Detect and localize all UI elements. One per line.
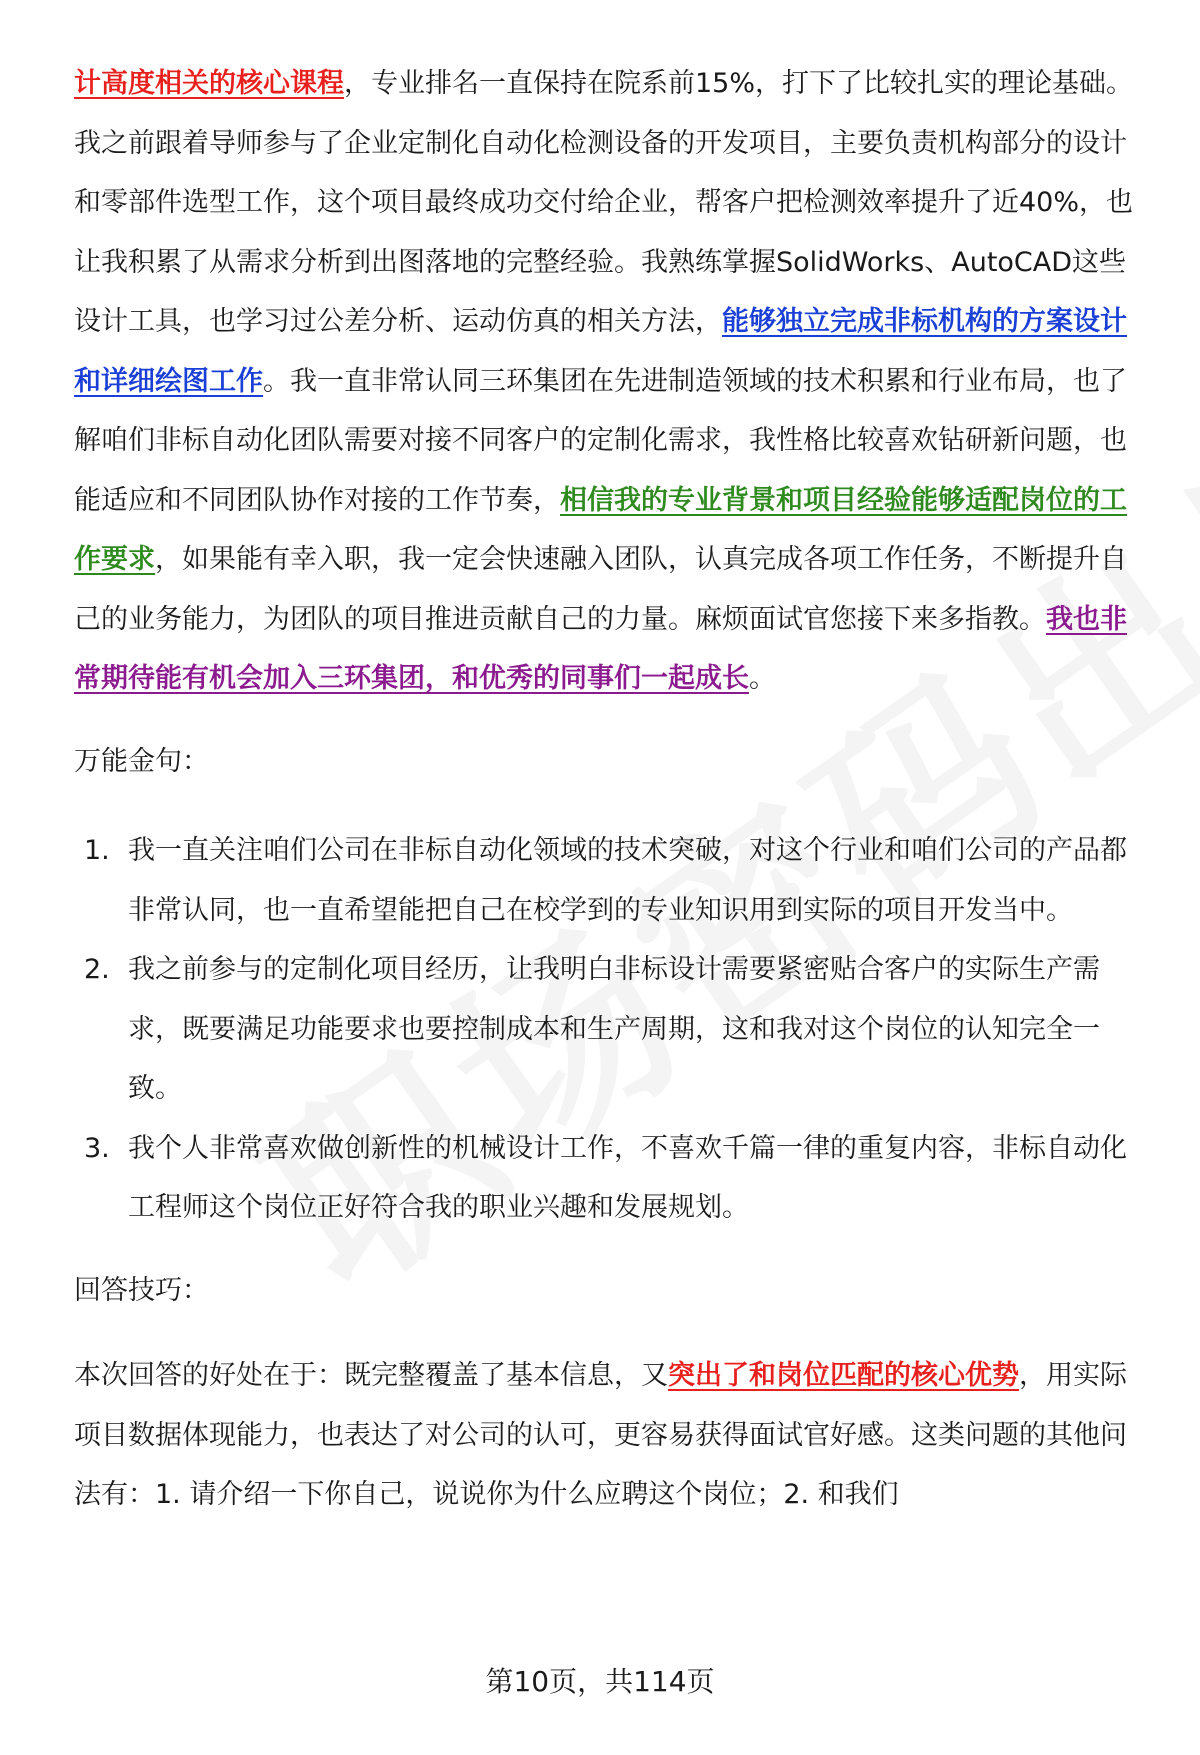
list-item-text: 我一直关注咱们公司在非标自动化领域的技术突破，对这个行业和咱们公司的产品都非常认同，也一直希望能把自己在校学到的专业知识用到实际的项目开发当中。 [128, 835, 1127, 926]
paragraph-text: 本次回答的好处在于：既完整覆盖了基本信息，又 [74, 1360, 668, 1391]
paragraph-text: ，专业排名一直保持在院系前15%，打下了比较扎实的理论基础。我之前跟着导师参与了企业定制化自动化检测设备的开发项目，主要负责机构部分的设计和零部件选型工作，这个项目最终成功交付给企业，帮客户把检测效率提升了近40%，也让我积累了从需求分析到出图落地的完整经验。我熟练掌握SolidWorks、AutoCAD这些设计工具，也学习过公差分析、运动仿真的相关方法， [74, 68, 1134, 337]
section-heading-golden-phrases: 万能金句： [74, 745, 209, 777]
paragraph-text: ，用实际项目数据体现能力，也表达了对公司的认可，更容易获得面试官好感。这类问题的其他问法有：1. 请介绍一下你自己，说说你为什么应聘这个岗位；2. 和我们 [74, 1360, 1127, 1510]
list-item [74, 1119, 1152, 1238]
paragraph-text: ，如果能有幸入职，我一定会快速融入团队，认真完成各项工作任务，不断提升自己的业务能力，为团队的项目推进贡献自己的力量。麻烦面试官您接下来多指教。 [74, 544, 1127, 635]
list-item [74, 940, 1152, 1119]
highlight-design-ability: 能够独立完成非标机构的方案设计和详细绘图工作 [74, 306, 1127, 397]
list-number: 3. [84, 1132, 110, 1164]
golden-phrases-list [74, 821, 1152, 1238]
section-heading-answer-tips: 回答技巧： [74, 1274, 209, 1306]
list-number: 2. [84, 954, 110, 985]
list-number: 1. [84, 835, 110, 866]
list-item-text: 我之前参与的定制化项目经历，让我明白非标设计需要紧密贴合客户的实际生产需求，既要满足功能要求也要控制成本和生产周期，这和我对这个岗位的认知完全一致。 [128, 954, 1100, 1104]
tips-paragraph [74, 1346, 1152, 1525]
paragraph-text: 。 [749, 663, 776, 694]
highlight-job-fit: 相信我的专业背景和项目经验能够适配岗位的工作要求 [74, 484, 1127, 575]
page-number-footer: 第10页，共114页 [485, 1665, 715, 1698]
highlight-expectation: 我也非常期待能有机会加入三环集团，和优秀的同事们一起成长 [74, 603, 1127, 694]
intro-paragraph [74, 54, 1152, 709]
document-body [74, 54, 1152, 1525]
list-item-text: 我个人非常喜欢做创新性的机械设计工作，不喜欢千篇一律的重复内容，非标自动化工程师这个岗位正好符合我的职业兴趣和发展规划。 [128, 1132, 1127, 1223]
list-item [74, 821, 1152, 940]
highlight-core-courses: 计高度相关的核心课程 [74, 68, 344, 99]
highlight-core-advantage: 突出了和岗位匹配的核心优势 [668, 1360, 1019, 1391]
paragraph-text: 。我一直非常认同三环集团在先进制造领域的技术积累和行业布局，也了解咱们非标自动化团队需要对接不同客户的定制化需求，我性格比较喜欢钻研新问题，也能适应和不同团队协作对接的工作节奏， [74, 365, 1127, 516]
